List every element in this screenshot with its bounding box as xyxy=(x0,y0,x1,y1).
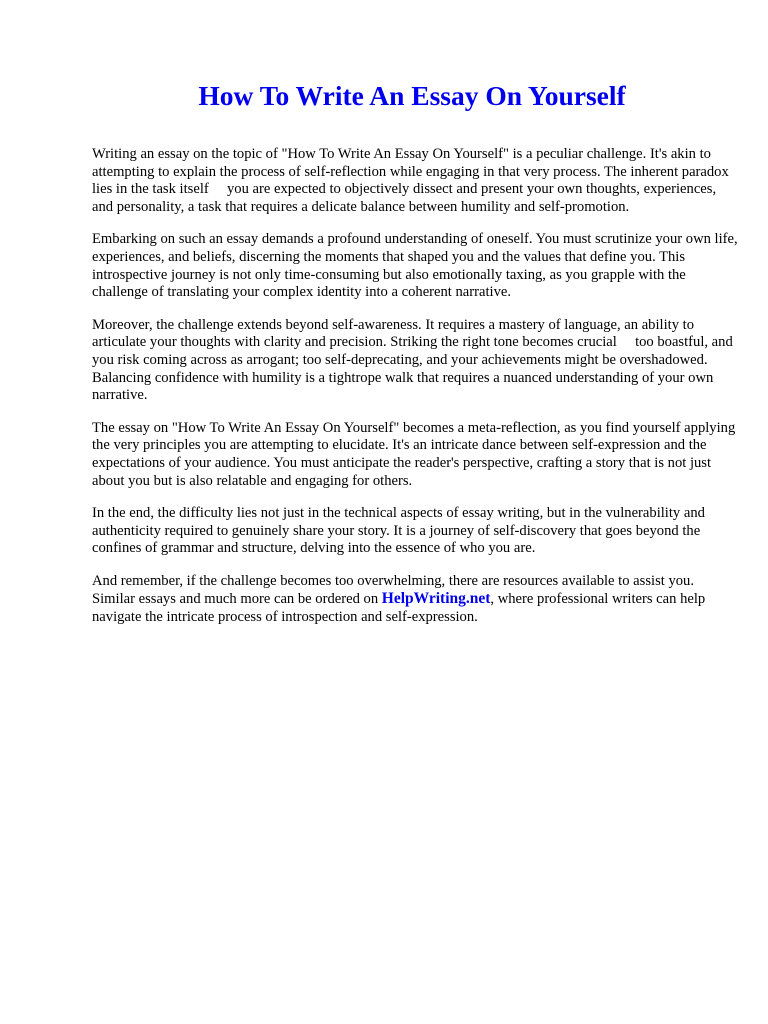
paragraph-3: Moreover, the challenge extends beyond self-awareness. It requires a mastery of language, an ability to articulate your thoughts with clarity and precision. Striking the right tone becomes crucial too boastful, and you risk coming across as arrogant; too self-deprecating, and your achievements might be overshadowed. Balancing confidence with humility is a tightrope walk that requires a nuanced understanding of your own narrative. xyxy=(92,316,733,404)
document-title: How To Write An Essay On Yourself xyxy=(198,80,626,111)
closing-text-after-link: , where professional writers can help navigate the intricate process of introspection and self-expression. xyxy=(92,591,706,626)
helpwriting-link[interactable]: HelpWriting.net xyxy=(381,590,491,608)
closing-paragraph xyxy=(92,573,738,627)
paragraph-1: Writing an essay on the topic of "How To Write An Essay On Yourself" is a peculiar challenge. It's akin to attempting to explain the process of self-reflection while engaging in that very process. The inherent paradox lies in the task itself you are expected to objectively dissect and present your own thoughts, experiences, and personality, a task that requires a delicate balance between humility and self-promotion. xyxy=(92,146,729,215)
paragraph-2: Embarking on such an essay demands a profound understanding of oneself. You must scrutinize your own life, experiences, and beliefs, discerning the moments that shaped you and the values that define you. This introspective journey is not only time-consuming but also emotionally taxing, as you grapple with the challenge of translating your complex identity into a coherent narrative. xyxy=(92,231,738,301)
closing-text-before-link: And remember, if the challenge becomes too overwhelming, there are resources available to assist you. Similar essays and much more can be ordered on xyxy=(92,572,694,608)
paragraph-4: The essay on "How To Write An Essay On Yourself" becomes a meta-reflection, as you find yourself applying the very principles you are attempting to elucidate. It's an intricate dance between self-expression and the expectations of your audience. You must anticipate the reader's perspective, crafting a story that is not just about you but is also relatable and engaging for others. xyxy=(92,419,736,489)
paragraph-5: In the end, the difficulty lies not just in the technical aspects of essay writing, but in the vulnerability and authenticity required to genuinely share your story. It is a journey of self-discovery that goes beyond the confines of grammar and structure, delving into the essence of who you are. xyxy=(92,505,705,557)
document-body xyxy=(92,146,738,642)
